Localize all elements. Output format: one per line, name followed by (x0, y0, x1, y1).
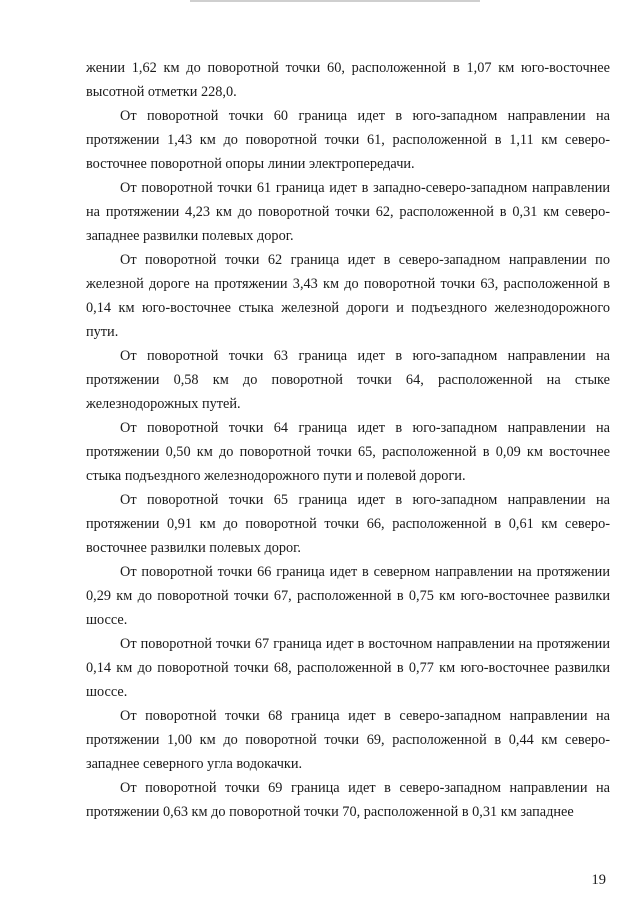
scan-edge-mark (190, 0, 480, 2)
paragraph: жении 1,62 км до поворотной точки 60, расположенной в 1,07 км юго-восточнее высотной отметки 228,0. (86, 60, 610, 100)
paragraph: От поворотной точки 62 граница идет в северо-западном направлении по железной дороге на протяжении 3,43 км до поворотной точки 63, расположенной в 0,14 км юго-восточнее стыка железной дороги и подъездного железнодорожного пути. (86, 252, 610, 340)
body-text (86, 56, 610, 824)
paragraph: От поворотной точки 64 граница идет в юго-западном направлении на протяжении 0,50 км до поворотной точки 65, расположенной в 0,09 км восточнее стыка подъездного железнодорожного пути и полевой дороги. (86, 420, 610, 484)
paragraph: От поворотной точки 63 граница идет в юго-западном направлении на протяжении 0,58 км до поворотной точки 64, расположенной на стыке железнодорожных путей. (86, 348, 610, 412)
paragraph: От поворотной точки 61 граница идет в западно-северо-западном направлении на протяжении 4,23 км до поворотной точки 62, расположенной в 0,31 км северо-западнее развилки полевых дорог. (86, 180, 610, 244)
paragraph: От поворотной точки 67 граница идет в восточном направлении на протяжении 0,14 км до поворотной точки 68, расположенной в 0,77 км юго-восточнее развилки шоссе. (86, 636, 610, 700)
paragraph: От поворотной точки 68 граница идет в северо-западном направлении на протяжении 1,00 км до поворотной точки 69, расположенной в 0,44 км северо-западнее северного угла водокачки. (86, 708, 610, 772)
paragraph: От поворотной точки 65 граница идет в юго-западном направлении на протяжении 0,91 км до поворотной точки 66, расположенной в 0,61 км северо-восточнее развилки полевых дорог. (86, 492, 610, 556)
paragraph: От поворотной точки 69 граница идет в северо-западном направлении на протяжении 0,63 км до поворотной точки 70, расположенной в 0,31 км западнее (86, 780, 610, 820)
paragraph: От поворотной точки 66 граница идет в северном направлении на протяжении 0,29 км до поворотной точки 67, расположенной в 0,75 км юго-восточнее развилки шоссе. (86, 564, 610, 628)
paragraph: От поворотной точки 60 граница идет в юго-западном направлении на протяжении 1,43 км до поворотной точки 61, расположенной в 1,11 км северо-восточнее поворотной опоры линии электропередачи. (86, 108, 610, 172)
page-number: 19 (591, 872, 606, 888)
